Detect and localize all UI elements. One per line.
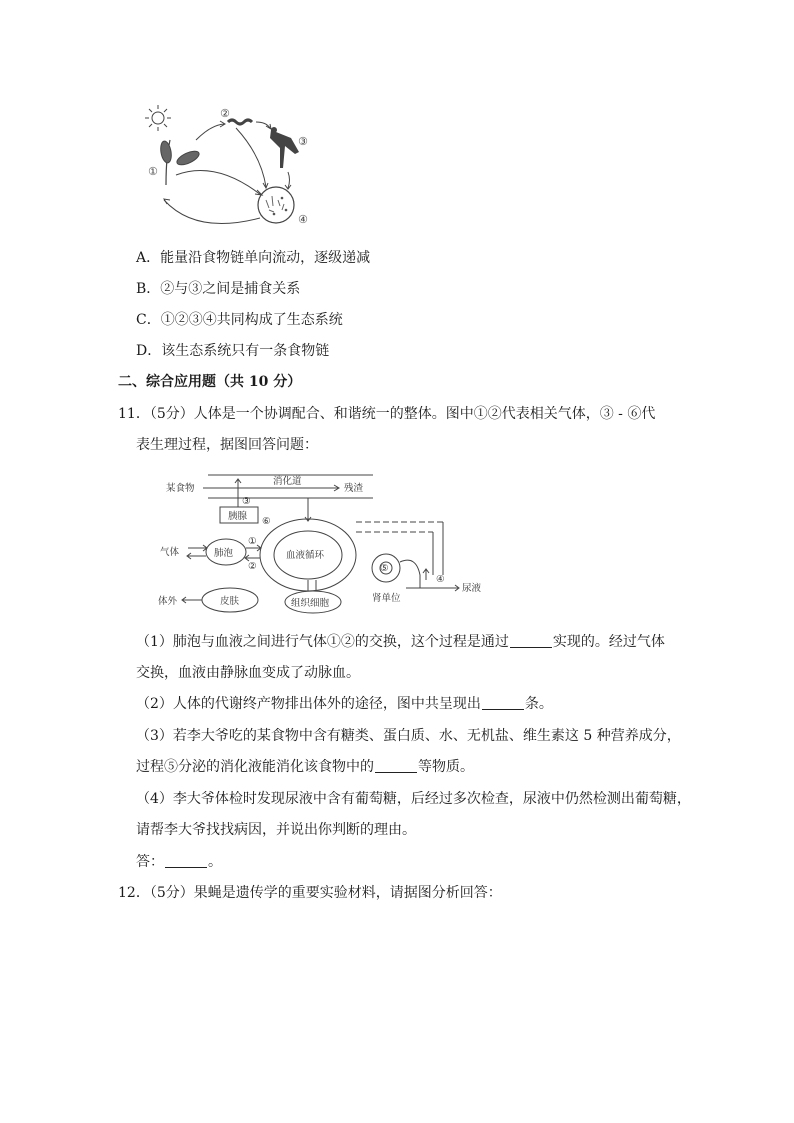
label-3: ③ [298,135,308,148]
fig-pancreas: 胰腺 [228,511,248,522]
answer-end: 。 [208,854,222,870]
ecosystem-figure [136,100,326,240]
q11-part3-line1: （3）若李大爷吃的某食物中含有糖类、蛋白质、水、无机盐、维生素这 5 种营养成分， [136,728,681,744]
fig-urine: 尿液 [462,583,482,594]
q11-stem-line2: 表生理过程，据图回答问题： [136,437,318,453]
q11-part2-a: （2）人体的代谢终产物排出体外的途径，图中共呈现出 [136,696,481,712]
q11-part3-line2 [136,757,474,777]
caterpillar-icon [228,120,252,124]
answer-blank-4[interactable] [165,853,207,868]
q11-part1-line2: 交换，血液由静脉血变成了动脉血。 [136,665,360,681]
fig-alveoli: 肺泡 [214,548,234,559]
q11-part2-b: 条。 [524,696,553,712]
plant-icon [159,140,201,185]
fig-gas: 气体 [160,547,180,558]
q11-part4-line1: （4）李大爷体检时发现尿液中含有葡萄糖，后经过多次检查，尿液中仍然检测出葡萄糖， [136,791,691,807]
fig-n1: ① [248,536,257,547]
label-2: ② [220,107,230,120]
answer-blank-1[interactable] [510,633,552,648]
sun-icon [145,105,171,131]
fig-circulation: 血液循环 [286,550,325,561]
fig-food: 某食物 [166,483,195,494]
fig-tissue: 组织细胞 [291,598,330,609]
fig-residue: 残渣 [344,483,364,494]
q11-part4-line2: 请帮李大爷找找病因，并说出你判断的理由。 [136,822,416,838]
q10-option-a: A．能量沿食物链单向流动，逐级递减 [136,250,371,266]
fig-n5: ⑤ [380,563,389,574]
fig-n6: ⑥ [262,516,271,527]
section-title: 二、综合应用题（共 10 分） [118,374,302,390]
q10-option-b: B．②与③之间是捕食关系 [136,281,301,297]
q11-part1-line1 [136,632,665,652]
q11-part1-b: 实现的。经过气体 [552,634,665,650]
q10-option-c: C．①②③④共同构成了生态系统 [136,312,343,328]
fig-kidney-unit: 肾单位 [372,593,401,604]
fig-n2: ② [248,561,257,572]
answer-label: 答： [136,854,164,870]
answer-blank-3[interactable] [375,758,417,773]
q11-part3-b: 过程⑤分泌的消化液能消化该食物中的 [136,759,374,775]
q11-part3-c: 等物质。 [418,759,474,775]
q12-stem: 12．（5分）果蝇是遗传学的重要实验材料，请据图分析回答： [118,885,502,901]
q11-answer [136,852,222,872]
fig-n4: ④ [436,574,445,585]
bird-icon [270,127,299,168]
q11-stem-line1: 11．（5分）人体是一个协调配合、和谐统一的整体。图中①②代表相关气体，③ - ⑥代 [118,406,656,422]
q11-part2 [136,694,553,714]
fig-skin: 皮肤 [220,596,240,607]
fig-tract: 消化道 [273,476,302,487]
human-body-figure [158,470,488,620]
label-1: ① [148,165,158,178]
fig-outside: 体外 [158,596,178,607]
label-4: ④ [298,213,308,226]
q11-part1-a: （1）肺泡与血液之间进行气体①②的交换，这个过程是通过 [136,634,509,650]
answer-blank-2[interactable] [482,695,524,710]
fig-n3: ③ [242,496,251,507]
decomposer-icon [258,187,294,223]
q10-option-d: D．该生态系统只有一条食物链 [136,343,330,359]
